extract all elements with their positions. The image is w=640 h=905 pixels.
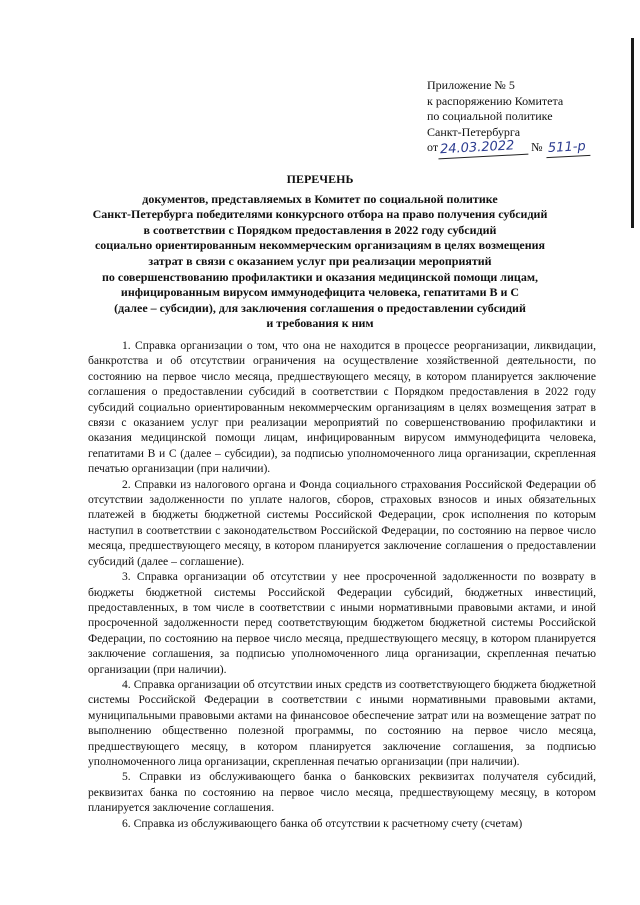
title-line: документов, представляемых в Комитет по социальной политике [142, 191, 498, 206]
document-title [80, 172, 560, 332]
paragraph-6: 6. Справка из обслуживающего банка об отсутствии к расчетному счету (счетам) [122, 816, 523, 830]
paragraph-5: 5. Справки из обслуживающего банка о банковских реквизитах получателя субсидий, реквизитах банка по состоянию на первое число месяца, предшествующему месяцу, в котором планируется заключение соглашения. [88, 770, 596, 815]
title-line: Санкт-Петербурга победителями конкурсного отбора на право получения субсидий [92, 207, 548, 222]
handwritten-date: 24.03.2022 [438, 138, 529, 159]
title-line: инфицированным вирусом иммунодефицита человека, гепатитами В и С [120, 285, 520, 300]
title-line: затрат в связи с оказанием услуг при реализации мероприятий [148, 253, 492, 268]
appendix-line-4: Санкт-Петербурга [427, 124, 521, 139]
title-heading: ПЕРЕЧЕНЬ [286, 172, 354, 186]
paragraph-1: 1. Справка организации о том, что она не находится в процессе реорганизации, ликвидации, банкротства и об отсутствии ограничения на осуществление хозяйственной деятельности, по состоянию на первое число месяца, предшествующего месяцу, в котором планируется заключение соглашения о предоставлении субсидий в соответствии с Порядком предоставления в 2022 году субсидий социально ориентированным некоммерческим организациям в целях возмещения затрат в связи с оказанием услуг при реализации мероприятий по совершенствованию профилактики и оказания медицинской помощи лицам, инфицированным вирусом иммунодефицита человека, гепатитами В и С (далее – субсидии), за подписью уполномоченного лица организации, скрепленная печатью организации (при наличии). [88, 339, 596, 476]
appendix-block [427, 78, 627, 157]
from-label: от [427, 140, 439, 154]
title-line: по совершенствованию профилактики и оказания медицинской помощи лицам, [101, 269, 538, 284]
scan-edge-mark [631, 38, 634, 228]
title-line: (далее – субсидии), для заключения соглашения о предоставлении субсидий [114, 300, 526, 315]
title-line: и требования к ним [266, 316, 374, 331]
title-line: в соответствии с Порядком предоставления в 2022 году субсидий [143, 222, 497, 237]
paragraph-2: 2. Справки из налогового органа и Фонда социального страхования Российской Федерации об отсутствии задолженности по уплате налогов, сборов, страховых взносов и иных обязательных платежей в бюджеты бюджетной системы Российской Федерации, срок исполнения по которым наступил в соответствии с законодательством Российской Федерации, по состоянию на первое число месяца, предшествующего месяцу, в котором планируется заключение соглашения о предоставлении субсидий (далее – соглашение). [88, 477, 596, 568]
appendix-line-1: Приложение № 5 [427, 78, 515, 92]
title-line: социально ориентированным некоммерческим организациям в целях возмещения [94, 238, 546, 253]
appendix-line-3: по социальной политике [427, 109, 553, 123]
paragraph-3: 3. Справка организации об отсутствии у нее просроченной задолженности по возврату в бюджеты бюджетной системы Российской Федерации субсидий, бюджетных инвестиций, предоставленных, в том числе в соответствии с иными нормативными правовыми актами, и иной просроченной задолженности перед соответствующим бюджетом бюджетной системы Российской Федерации, по состоянию на первое число месяца, предшествующего месяцу, в котором планируется заключение соглашения, за подписью уполномоченного лица организации, скрепленная печатью организации (при наличии). [88, 570, 596, 676]
handwritten-number: 511-р [545, 139, 590, 158]
appendix-line-2: к распоряжению Комитета [427, 93, 564, 108]
appendix-date-number-line [427, 140, 627, 157]
document-body [88, 338, 596, 831]
number-label: № [531, 140, 543, 154]
paragraph-4: 4. Справка организации об отсутствии иных средств из соответствующего бюджета бюджетной системы Российской Федерации в соответствии с иными нормативными правовыми актами, муниципальными правовыми актами на финансовое обеспечение затрат или на возмещение затрат по выполнению общественно полезной программы, по состоянию на первое число месяца, предшествующего месяцу, в котором планируется заключение соглашения, за подписью уполномоченного лица организации, скрепленная печатью организации (при наличии). [88, 677, 596, 768]
